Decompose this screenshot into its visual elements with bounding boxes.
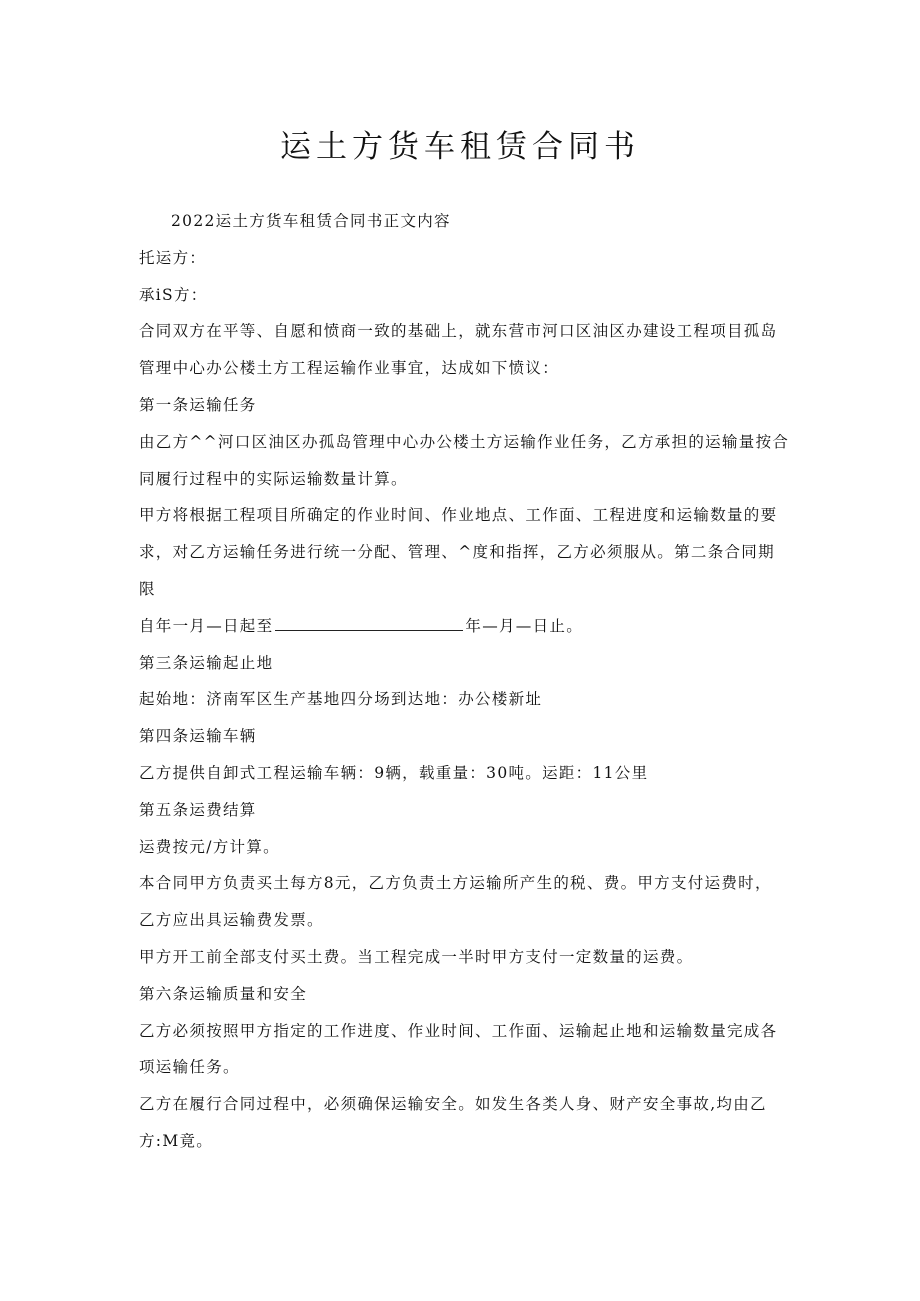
article-5-text: 乙方应出具运输费发票。 <box>139 911 324 930</box>
article-1-text: 同履行过程中的实际运输数量计算。 <box>139 469 408 488</box>
article-5-text: 甲方开工前全部支付买土费。当工程完成一半时甲方支付一定数量的运费。 <box>139 947 694 966</box>
term-end-text: 年—月—日止。 <box>465 616 584 635</box>
article-6-text: 乙方在履行合同过程中，必须确保运输安全。如发生各类人身、财产安全事故,均由乙 <box>139 1095 767 1114</box>
document-subtitle: 2022运土方货车租赁合同书正文内容 <box>171 212 451 230</box>
article-2-term-line <box>139 608 799 645</box>
article-3-text: 起始地：济南军区生产基地四分场到达地：办公楼新址 <box>139 690 543 709</box>
party-a-label: 托运方： <box>139 248 207 267</box>
article-6-text: 方:M竟。 <box>139 1131 214 1150</box>
article-3-heading: 第三条运输起止地 <box>139 653 274 672</box>
article-1-heading: 第一条运输任务 <box>139 395 257 414</box>
article-1-text: 限 <box>139 579 156 598</box>
preamble-line: 合同双方在平等、自愿和愤商一致的基础上，就东营市河口区油区办建设工程项目孤岛 <box>139 322 778 341</box>
article-1-text: 由乙方^^河口区油区办孤岛管理中心办公楼土方运输作业任务，乙方承担的运输量按合 <box>139 432 790 451</box>
article-4-text: 乙方提供自卸式工程运输车辆：9辆，载重量：30吨。运距：11公里 <box>139 763 649 782</box>
article-1-text: 甲方将根据工程项目所确定的作业时间、作业地点、工作面、工程进度和运输数量的要 <box>139 506 778 525</box>
document-body <box>139 203 799 1160</box>
term-blank-underline <box>275 616 463 631</box>
preamble-line: 管理中心办公楼土方工程运输作业事宜，达成如下愤议： <box>139 359 560 378</box>
article-5-text: 本合同甲方负责买土每方8元，乙方负责土方运输所产生的税、费。甲方支付运费时， <box>139 874 772 893</box>
article-5-text: 运费按元/方计算。 <box>139 837 280 856</box>
term-start-text: 自年一月—日起至 <box>139 616 274 635</box>
article-5-heading: 第五条运费结算 <box>139 800 257 819</box>
document-title: 运土方货车租赁合同书 <box>280 129 640 165</box>
party-b-label: 承iS方： <box>139 285 208 304</box>
article-6-heading: 第六条运输质量和安全 <box>139 984 308 1003</box>
article-1-text: 求，对乙方运输任务进行统一分配、管理、^度和指挥，乙方必须服从。第二条合同期 <box>139 543 775 562</box>
article-4-heading: 第四条运输车辆 <box>139 727 257 746</box>
article-6-text: 乙方必须按照甲方指定的工作进度、作业时间、工作面、运输起止地和运输数量完成各 <box>139 1021 778 1040</box>
article-6-text: 项运输任务。 <box>139 1058 240 1077</box>
